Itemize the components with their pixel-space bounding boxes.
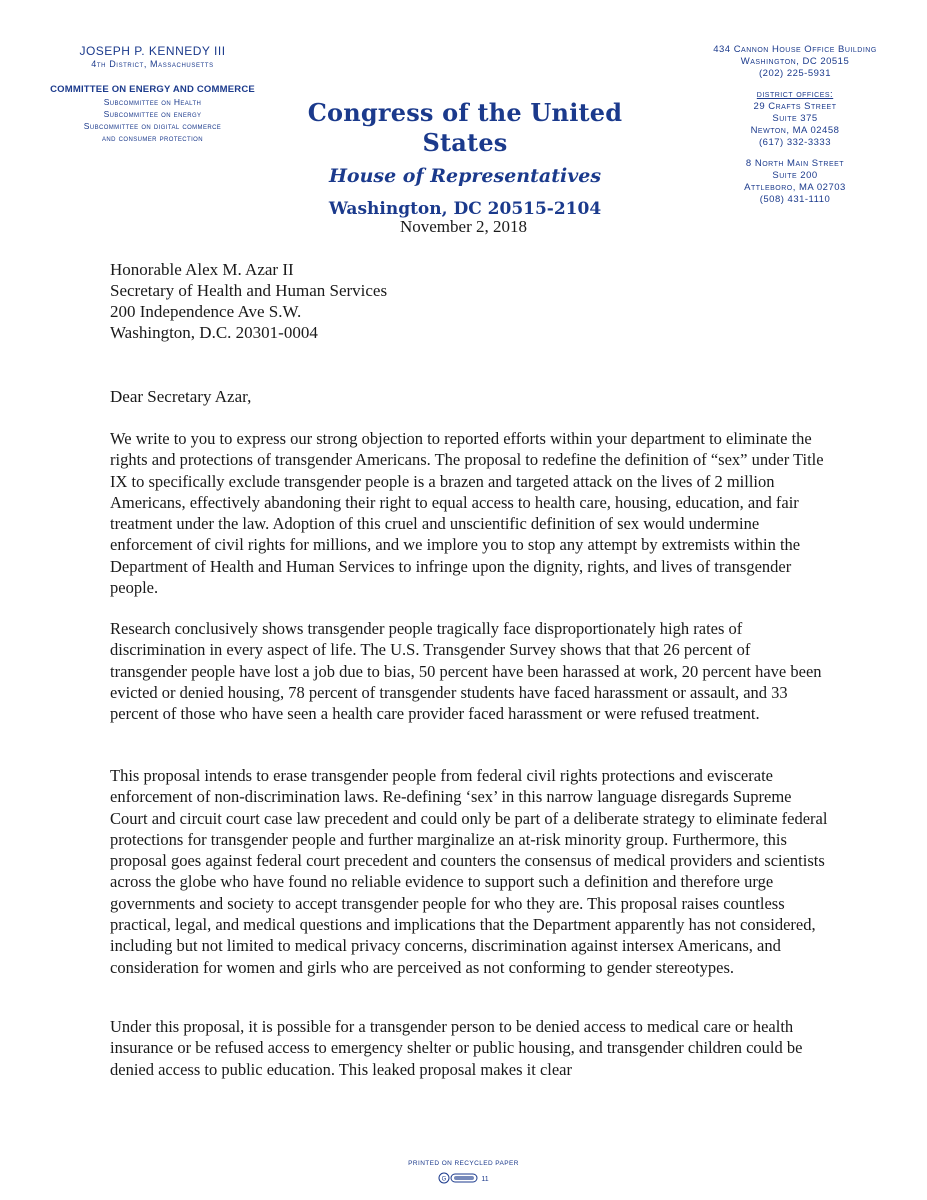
newton-office-phone: (617) 332-3333	[759, 137, 831, 148]
city-line: Washington, DC 20515-2104	[328, 199, 602, 219]
office-addresses	[690, 44, 900, 206]
newton-office-line2: Suite 375	[772, 113, 818, 124]
subcommittee-digital-commerce: Subcommittee on digital commerce	[83, 121, 222, 131]
recycled-paper-notice: PRINTED ON RECYCLED PAPER	[408, 1160, 519, 1167]
member-info	[30, 44, 275, 144]
dc-office-line1: 434 Cannon House Office Building	[713, 44, 877, 55]
committee-name: COMMITTEE ON ENERGY AND COMMERCE	[50, 84, 255, 95]
union-bug-number: 11	[481, 1176, 489, 1183]
member-district: 4th District, Massachusetts	[91, 59, 214, 69]
dc-office-line2: Washington, DC 20515	[740, 56, 850, 67]
recipient-street: 200 Independence Ave S.W.	[110, 302, 302, 321]
newton-office-line3: Newton, MA 02458	[750, 125, 840, 136]
body-paragraph-2: Research conclusively shows transgender people tragically face disproportionately high rates of discrimination in every aspect of life. The U.S. Transgender Survey shows that that 26 percent of transgender people have lost a job due to bias, 50 percent have been harassed at work, 20 percent have been evicted or denied housing, 78 percent of transgender students have faced harassment or assault, and 33 percent of those who have seen a health care provider faced harassment or were refused treatment.	[110, 619, 822, 724]
attleboro-office-line2: Suite 200	[772, 170, 818, 181]
attleboro-office-line1: 8 North Main Street	[745, 158, 845, 169]
house-title: House of Representatives	[328, 165, 602, 187]
congress-title: Congress of the United States	[307, 98, 623, 157]
newton-office-line1: 29 Crafts Street	[753, 101, 837, 112]
body-paragraph-4: Under this proposal, it is possible for a transgender person to be denied access to medical care or health insurance or be refused access to emergency shelter or public housing, and transgender children could be denied access to public education. This leaked proposal makes it clear	[110, 1017, 803, 1079]
attleboro-office-line3: Attleboro, MA 02703	[744, 182, 846, 193]
svg-text:G: G	[441, 1176, 447, 1183]
recipient-city: Washington, D.C. 20301-0004	[110, 323, 318, 342]
district-offices-label: district offices:	[756, 89, 834, 100]
body-paragraph-1: We write to you to express our strong objection to reported efforts within your department to eliminate the rights and protections of transgender Americans. The proposal to redefine the definition of “sex” under Title IX to specifically exclude transgender people is a brazen and targeted attack on the lives of 2 million Americans, effectively abandoning their right to equal access to health care, housing, education, and fair treatment under the law. Adoption of this cruel and unscientific definition of sex would undermine enforcement of civil rights for millions, and we implore you to stop any attempt by extremists within the Department of Health and Human Services to infringe upon the dignity, rights, and lives of transgender people.	[110, 429, 824, 598]
subcommittee-consumer-protection: and consumer protection	[102, 133, 203, 143]
body-paragraph-3: This proposal intends to erase transgender people from federal civil rights protections and eviscerate enforcement of non-discrimination laws. Re-defining ‘sex’ in this narrow language disregards Supreme Court and circuit court case law precedent and could only be part of a deliberate strategy to eliminate federal protections for transgender people and further marginalize an at-risk minority group. Furthermore, this proposal goes against federal court precedent and counters the consensus of medical providers and scientists across the globe who have found no reliable evidence to support such a definition and therefore urge governments and society to accept transgender people for who they are. This proposal raises countless practical, legal, and medical questions and implications that the Department apparently has not considered, including but not limited to medical privacy concerns, discrimination against intersex Americans, and consideration for women and girls who are perceived as not conforming to gender stereotypes.	[110, 766, 828, 977]
member-name: JOSEPH P. KENNEDY III	[79, 44, 226, 58]
recipient-name: Honorable Alex M. Azar II	[110, 260, 294, 279]
letter-date: November 2, 2018	[399, 217, 527, 236]
congress-masthead	[275, 98, 655, 221]
attleboro-office-phone: (508) 431-1110	[759, 194, 831, 205]
salutation: Dear Secretary Azar,	[110, 387, 252, 406]
subcommittee-health: Subcommittee on Health	[103, 97, 202, 107]
recipient-address	[110, 259, 387, 343]
union-bug-icon	[438, 1172, 490, 1184]
dc-office-phone: (202) 225-5931	[759, 68, 831, 79]
subcommittee-energy: Subcommittee on energy	[103, 109, 202, 119]
recipient-title: Secretary of Health and Human Services	[110, 281, 388, 300]
